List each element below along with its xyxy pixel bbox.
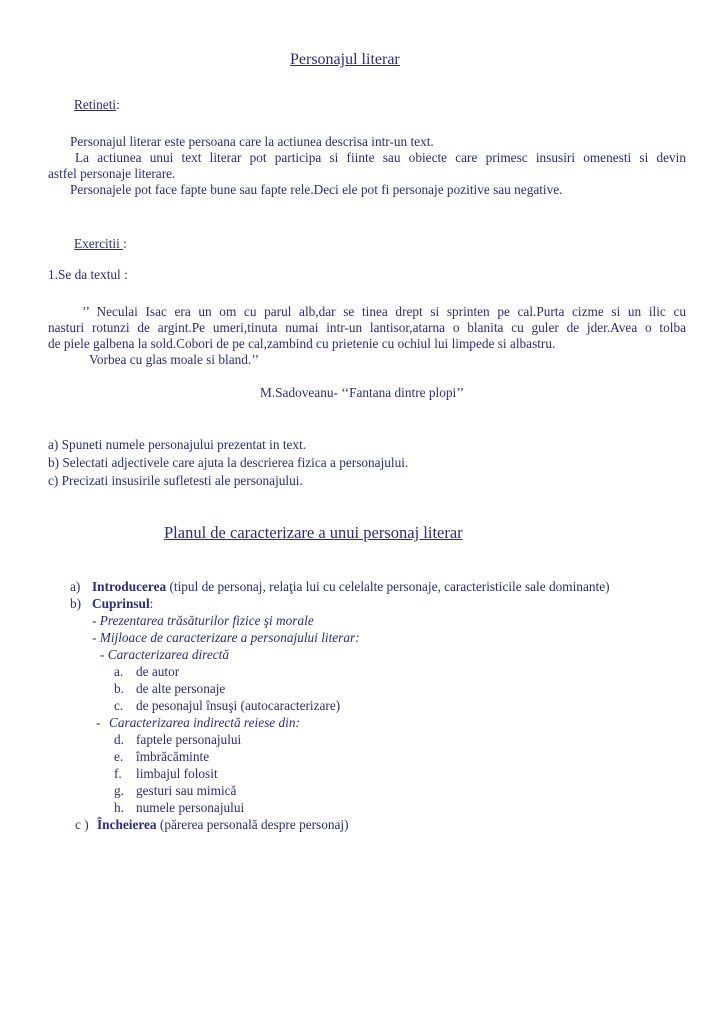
retineti-line-1: Personajul literar este persoana care la actiunea descrisa intr-un text. (70, 134, 434, 149)
plan-item-b: b) Cuprinsul: (70, 596, 154, 611)
retineti-colon: : (116, 97, 120, 112)
page-title: Personajul literar (290, 51, 400, 68)
quote-line-3: de piele galbena la sold.Cobori de pe cal,zambind cu prietenie cu ochiul lui limpede si albastru. (48, 336, 556, 351)
indirect-item-h: h. numele personajului (114, 800, 245, 815)
question-a: a) Spuneti numele personajului prezentat in text. (48, 437, 307, 452)
quote-line-1: ’’ Neculai Isac era un om cu parul alb,dar se tinea drept si sprinten pe cal.Purta cizme si un ilic cu (82, 304, 686, 319)
exercitii-label: Exercitii (74, 236, 124, 251)
quote-line-2: nasturi rotunzi de argint.Pe umeri,tinuta numai intr-un lantisor,atarna o blanita cu guler de jder.Avea o tolba (48, 320, 686, 335)
quote-source: M.Sadoveanu- ‘‘Fantana dintre plopi’’ (260, 385, 465, 400)
plan-item-c: c ) Încheierea (părerea personală despre personaj) (75, 817, 349, 832)
quote-line-4: Vorbea cu glas moale si bland.’’ (89, 352, 260, 367)
plan-item-a: a) Introducerea (tipul de personaj, relaţia lui cu celelalte personaje, caracteristicile sale dominante) (70, 579, 610, 594)
retineti-line-3: astfel personaje literare. (48, 166, 176, 181)
question-c: c) Precizati insusirile sufletesti ale personajului. (48, 473, 303, 488)
exercitii-colon: : (123, 236, 127, 251)
plan-b-sub-2: - Mijloace de caracterizare a personajului literar: (92, 630, 360, 645)
question-b: b) Selectati adjectivele care ajuta la descrierea fizica a personajului. (48, 455, 409, 470)
indirect-item-f: f. limbajul folosit (114, 766, 218, 781)
retineti-line-2: La actiunea unui text literar pot participa si fiinte sau obiecte care primesc insusiri omenesti si devin (75, 150, 686, 165)
exercise-1-label: 1.Se da textul : (48, 267, 128, 282)
direct-characterization-label: - Caracterizarea directă (100, 647, 230, 662)
plan-b-sub-1: - Prezentarea trăsăturilor fizice şi morale (92, 613, 314, 628)
direct-item-b: b. de alte personaje (114, 681, 226, 696)
direct-item-a: a. de autor (114, 664, 180, 679)
direct-item-c: c. de pesonajul însuşi (autocaracterizare) (114, 698, 341, 713)
indirect-item-d: d. faptele personajului (114, 732, 242, 747)
retineti-label: Retineti (74, 97, 117, 112)
indirect-item-e: e. îmbrăcăminte (114, 749, 210, 764)
indirect-item-g: g. gesturi sau mimică (114, 783, 237, 798)
exercitii-heading (74, 236, 127, 252)
retineti-line-4: Personajele pot face fapte bune sau fapte rele.Deci ele pot fi personaje pozitive sau negative. (70, 182, 563, 197)
retineti-heading (74, 97, 120, 113)
plan-title: Planul de caracterizare a unui personaj literar (164, 523, 463, 542)
indirect-characterization-label: - Caracterizarea indirectă reiese din: (96, 715, 300, 730)
